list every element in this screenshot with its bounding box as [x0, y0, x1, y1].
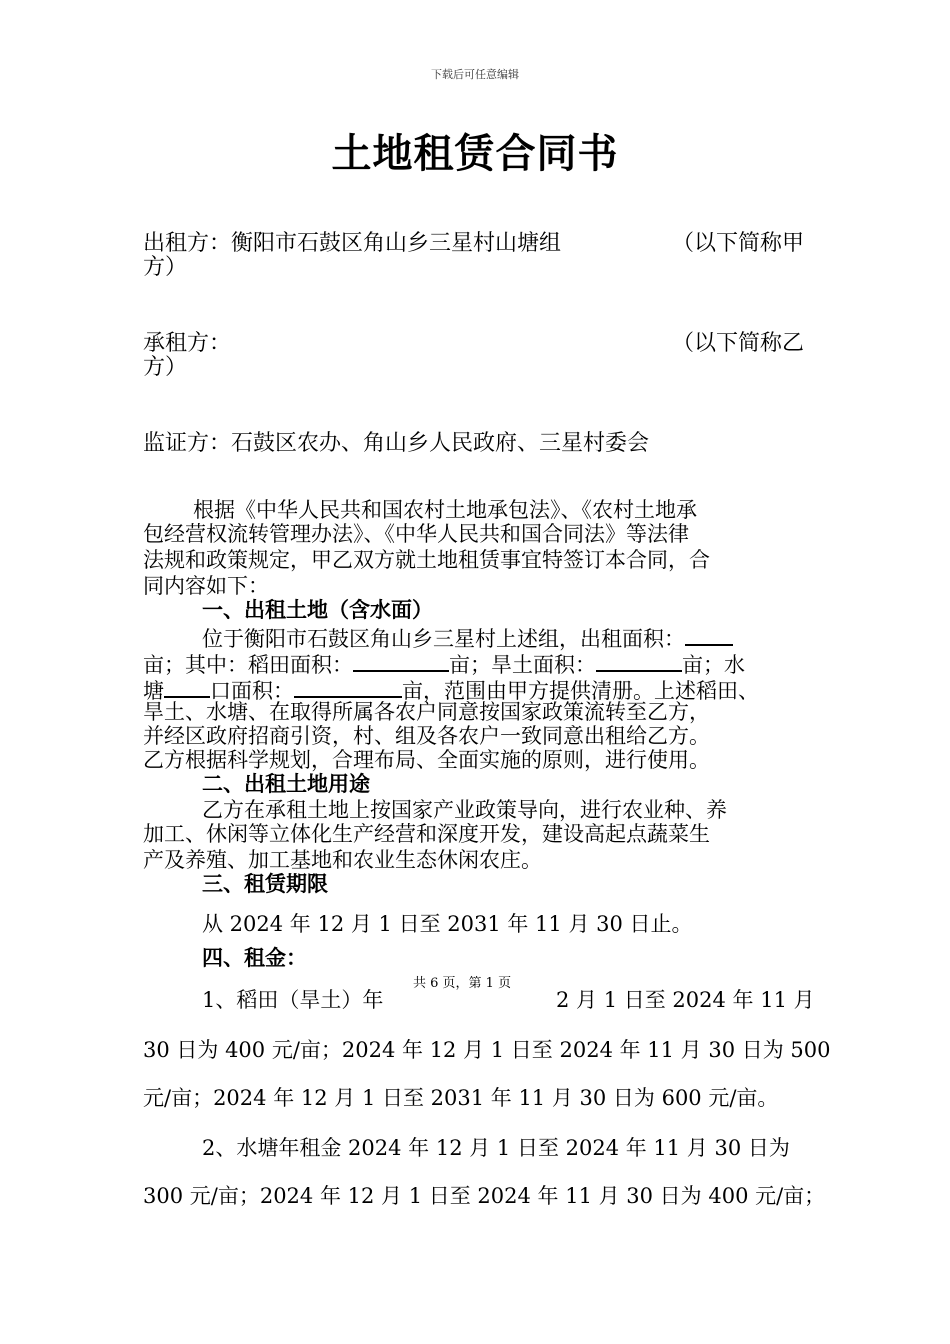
lessor-label: 出租方： — [143, 231, 232, 256]
section3-heading: 三、租赁期限 — [202, 872, 328, 896]
lessor-alias-end: 方） — [143, 255, 188, 280]
section4-item2-line2: 300 元/亩；2024 年 12 月 1 日至 2024 年 11 月 30 日为 400 元/亩； — [143, 1184, 826, 1208]
download-note: 下载后可任意编辑 — [431, 68, 519, 81]
section2-line: 乙方在承租土地上按国家产业政策导向，进行农业种、养 — [202, 798, 727, 822]
document-title: 土地租赁合同书 — [331, 130, 619, 177]
witness-label: 监证方： — [143, 431, 232, 456]
section1-line — [143, 650, 745, 677]
section2-heading: 二、出租土地用途 — [202, 772, 370, 796]
preamble-line: 包经营权流转管理办法》、《中华人民共和国合同法》等法律 — [143, 522, 689, 546]
lessor-name: 衡阳市石鼓区角山乡三星村山塘组 — [231, 231, 562, 256]
preamble-line: 同内容如下： — [143, 574, 269, 598]
lessee-label: 承租方： — [143, 331, 232, 356]
section1-line: 并经区政府招商引资，村、组及各农户一致同意出租给乙方。 — [143, 724, 710, 748]
blank-dryland-area — [596, 650, 682, 672]
witness-line — [143, 426, 649, 457]
blank-paddy-area — [353, 650, 449, 672]
section1-line: 旱土、水塘、在取得所属各农户同意按国家政策流转至乙方， — [143, 700, 710, 724]
section1-text: 塘 — [143, 679, 164, 703]
section1-text: 亩；旱土面积： — [449, 653, 596, 677]
section1-text: 亩，范围由甲方提供清册。上述稻田、 — [402, 679, 759, 703]
witness-names: 石鼓区农办、角山乡人民政府、三星村委会 — [231, 431, 650, 456]
lessor-line — [143, 226, 561, 257]
blank-pond-area — [294, 676, 402, 698]
page-footer: 共 6 页，第 1 页 — [413, 976, 512, 991]
section4-item2: 2、水塘年租金 2024 年 12 月 1 日至 2024 年 11 月 30 日为 — [202, 1136, 790, 1160]
section4-heading: 四、租金： — [202, 946, 307, 970]
section4-item1-line3: 元/亩；2024 年 12 月 1 日至 2031 年 11 月 30 日为 600 元/亩。 — [143, 1086, 779, 1110]
section3-text: 从 2024 年 12 月 1 日至 2031 年 11 月 30 日止。 — [202, 912, 693, 936]
preamble-line: 根据《中华人民共和国农村土地承包法》、《农村土地承 — [193, 498, 697, 522]
section1-text: 位于衡阳市石鼓区角山乡三星村上述组，出租面积： — [202, 627, 685, 651]
lessor-alias: （以下简称甲 — [672, 231, 805, 256]
section1-line — [202, 624, 733, 651]
section1-text: 亩；水 — [682, 653, 745, 677]
blank-pond-count — [164, 676, 210, 698]
section1-line: 乙方根据科学规划，合理布局、全面实施的原则，进行使用。 — [143, 748, 710, 772]
blank-total-area — [685, 624, 733, 646]
section4-item1-cont: 2 月 1 日至 2024 年 11 月 — [556, 988, 815, 1012]
section2-line: 加工、休闲等立体化生产经营和深度开发，建设高起点蔬菜生 — [143, 822, 710, 846]
section4-item1-line2: 30 日为 400 元/亩；2024 年 12 月 1 日至 2024 年 11 月 30 日为 500 — [143, 1038, 831, 1062]
section1-line — [143, 676, 759, 703]
lessee-alias-end: 方） — [143, 355, 188, 380]
lessee-alias: （以下简称乙 — [672, 331, 805, 356]
section4-item1: 1、稻田（旱土）年 — [202, 988, 384, 1012]
section1-text: 亩；其中：稻田面积： — [143, 653, 353, 677]
section1-text: 口面积： — [210, 679, 294, 703]
preamble-line: 法规和政策规定，甲乙双方就土地租赁事宜特签订本合同，合 — [143, 548, 710, 572]
section1-heading: 一、出租土地（含水面） — [202, 598, 433, 622]
section2-line: 产及养殖、加工基地和农业生态休闲农庄。 — [143, 848, 542, 872]
